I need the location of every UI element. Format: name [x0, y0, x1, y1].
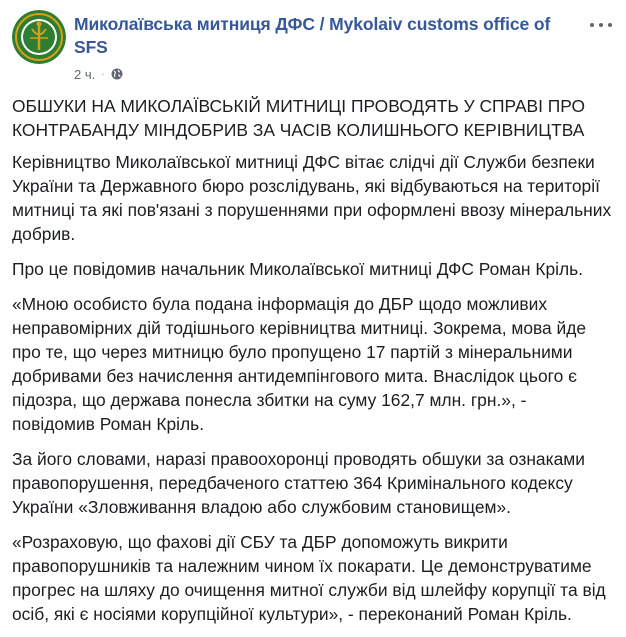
meta-separator: · — [101, 68, 105, 80]
more-dot — [599, 23, 603, 27]
post-timestamp[interactable]: 2 ч. — [74, 66, 96, 82]
post-meta — [74, 65, 123, 83]
post-body — [12, 94, 612, 637]
customs-emblem-icon — [12, 10, 66, 64]
more-options-button[interactable] — [590, 18, 612, 32]
post-paragraph: Про це повідомив начальник Миколаївської митниці ДФС Роман Кріль. — [12, 259, 584, 279]
post-paragraph: «Розраховую, що фахові дії СБУ та ДБР допоможуть викрити правопорушників та належним чином їх покарати. Це демонструватиме прогрес на шляху до очищення митної служби від шлейфу корупції та від осіб, які є носіями корупційної культури», - переконаний Роман Кріль. — [12, 532, 606, 624]
post-headline: ОБШУКИ НА МИКОЛАЇВСЬКІЙ МИТНИЦІ ПРОВОДЯТЬ У СПРАВІ ПРО КОНТРАБАНДУ МІНДОБРИВ ЗА ЧАСІВ КОЛИШНЬОГО КЕРІВНИЦТВА — [12, 96, 586, 140]
page-name-link[interactable]: Миколаївська митниця ДФС / Mykolaiv customs office of SFS — [74, 14, 551, 57]
more-dot — [590, 23, 594, 27]
globe-icon[interactable] — [111, 68, 123, 80]
post-paragraph: Керівництво Миколаївської митниці ДФС вітає слідчі дії Служби безпеки України та Державного бюро розслідувань, які відбуваються на території митниці та які пов'язані з порушеннями при оформлені ввозу мінеральних добрив. — [12, 152, 612, 244]
post-paragraph: За його словами, наразі правоохоронці проводять обшуки за ознаками правопорушення, передбаченого статтею 364 Кримінального кодексу України «Зловживання владою або службовим становищем». — [12, 449, 585, 517]
page-avatar[interactable] — [12, 10, 66, 64]
more-dot — [608, 23, 612, 27]
post-paragraph: «Мною особисто була подана інформація до ДБР щодо можливих неправомірних дій тодішнього керівництва митниці. Зокрема, мова йде про те, що через митницю було пропущено 17 партій з мінеральними добривами без начислення антидемпінгового мита. Внаслідок цього є підозра, що держава понесла збитки на суму 162,7 млн. грн.», - повідомив Роман Кріль. — [12, 294, 587, 434]
post-header — [12, 10, 614, 90]
